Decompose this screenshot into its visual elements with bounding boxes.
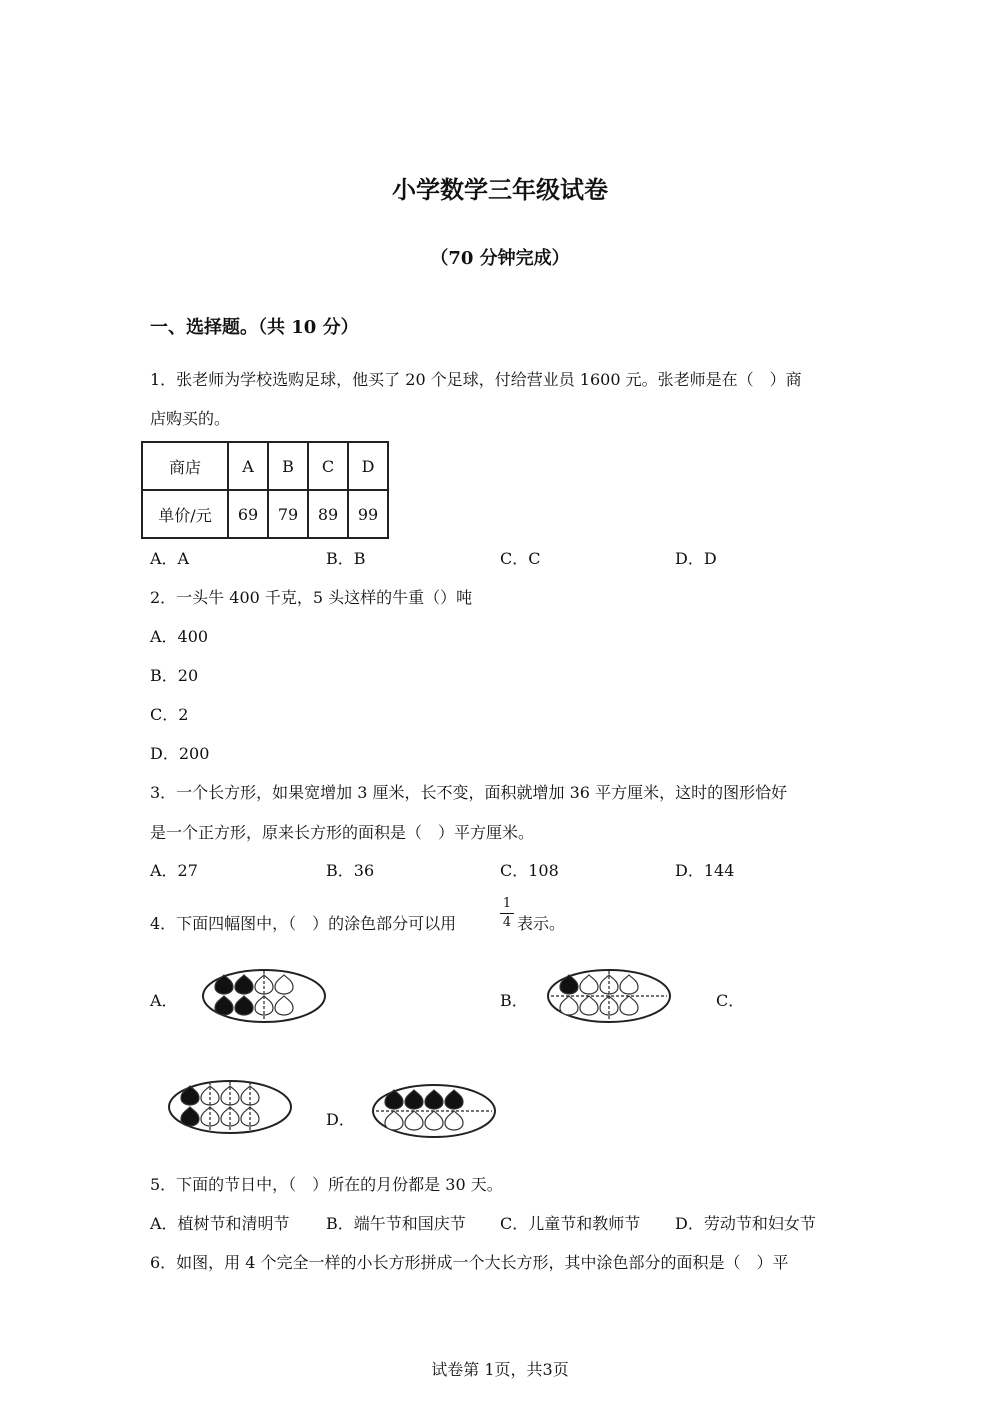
fraction-one-quarter — [500, 896, 514, 931]
q1-text-line1: 1．张老师为学校选购足球，他买了 20 个足球，付给营业员 1600 元。张老师是在（ ）商 — [150, 370, 802, 389]
table-cell: D — [348, 442, 388, 490]
table-row — [142, 490, 388, 538]
exam-title: 小学数学三年级试卷 — [392, 175, 608, 204]
fraction-denominator: 4 — [502, 915, 512, 930]
figure-c — [166, 1077, 294, 1137]
q2-option-b: B．20 — [150, 666, 199, 685]
q3-option-c: C．108 — [500, 861, 559, 880]
q3-option-d: D．144 — [675, 861, 735, 880]
table-cell: B — [268, 442, 308, 490]
table-cell: 89 — [308, 490, 348, 538]
table-cell: 69 — [228, 490, 268, 538]
figure-b — [545, 966, 673, 1026]
q5-option-b: B．端午节和国庆节 — [326, 1214, 466, 1233]
q1-option-c: C．C — [500, 549, 541, 568]
q3-option-b: B．36 — [326, 861, 375, 880]
table-cell: 单价/元 — [142, 490, 228, 538]
q6-text: 6．如图，用 4 个完全一样的小长方形拼成一个大长方形，其中涂色部分的面积是（ ）平 — [150, 1253, 789, 1272]
q1-option-d: D．D — [675, 549, 717, 568]
section-heading: 一、选择题。（共 10 分） — [150, 317, 359, 338]
q4-label-c: C． — [716, 991, 745, 1010]
q1-option-b: B．B — [326, 549, 366, 568]
figure-a — [200, 966, 328, 1026]
q2-option-c: C．2 — [150, 705, 189, 724]
q4-label-a: A． — [150, 991, 178, 1010]
table-cell: C — [308, 442, 348, 490]
table-cell: 商店 — [142, 442, 228, 490]
page-footer: 试卷第 1页，共3页 — [431, 1360, 569, 1379]
fraction-numerator: 1 — [502, 896, 512, 911]
q4-label-d: D． — [326, 1110, 355, 1129]
table-row — [142, 442, 388, 490]
q2-text: 2．一头牛 400 千克，5 头这样的牛重（）吨 — [150, 588, 473, 607]
q4-text: 4．下面四幅图中，（ ）的涂色部分可以用 — [150, 914, 457, 933]
q4-label-b: B． — [500, 991, 528, 1010]
q4-text-after: 表示。 — [517, 914, 566, 933]
exam-subtitle: （70 分钟完成） — [430, 248, 570, 269]
q1-option-a: A．A — [150, 549, 190, 568]
q5-option-c: C．儿童节和教师节 — [500, 1214, 641, 1233]
q2-option-a: A．400 — [150, 627, 209, 646]
figure-d — [370, 1081, 498, 1141]
table-cell: 79 — [268, 490, 308, 538]
q3-option-a: A．27 — [150, 861, 198, 880]
table-cell: A — [228, 442, 268, 490]
price-table — [141, 441, 389, 539]
q5-option-a: A．植树节和清明节 — [150, 1214, 290, 1233]
q3-text-line1: 3．一个长方形，如果宽增加 3 厘米，长不变，面积就增加 36 平方厘米，这时的图形恰好 — [150, 783, 788, 802]
q2-option-d: D．200 — [150, 744, 210, 763]
q5-option-d: D．劳动节和妇女节 — [675, 1214, 816, 1233]
q5-text: 5．下面的节日中，（ ）所在的月份都是 30 天。 — [150, 1175, 503, 1194]
q1-text-line2: 店购买的。 — [150, 409, 231, 428]
q3-text-line2: 是一个正方形，原来长方形的面积是（ ）平方厘米。 — [150, 823, 535, 842]
table-cell: 99 — [348, 490, 388, 538]
